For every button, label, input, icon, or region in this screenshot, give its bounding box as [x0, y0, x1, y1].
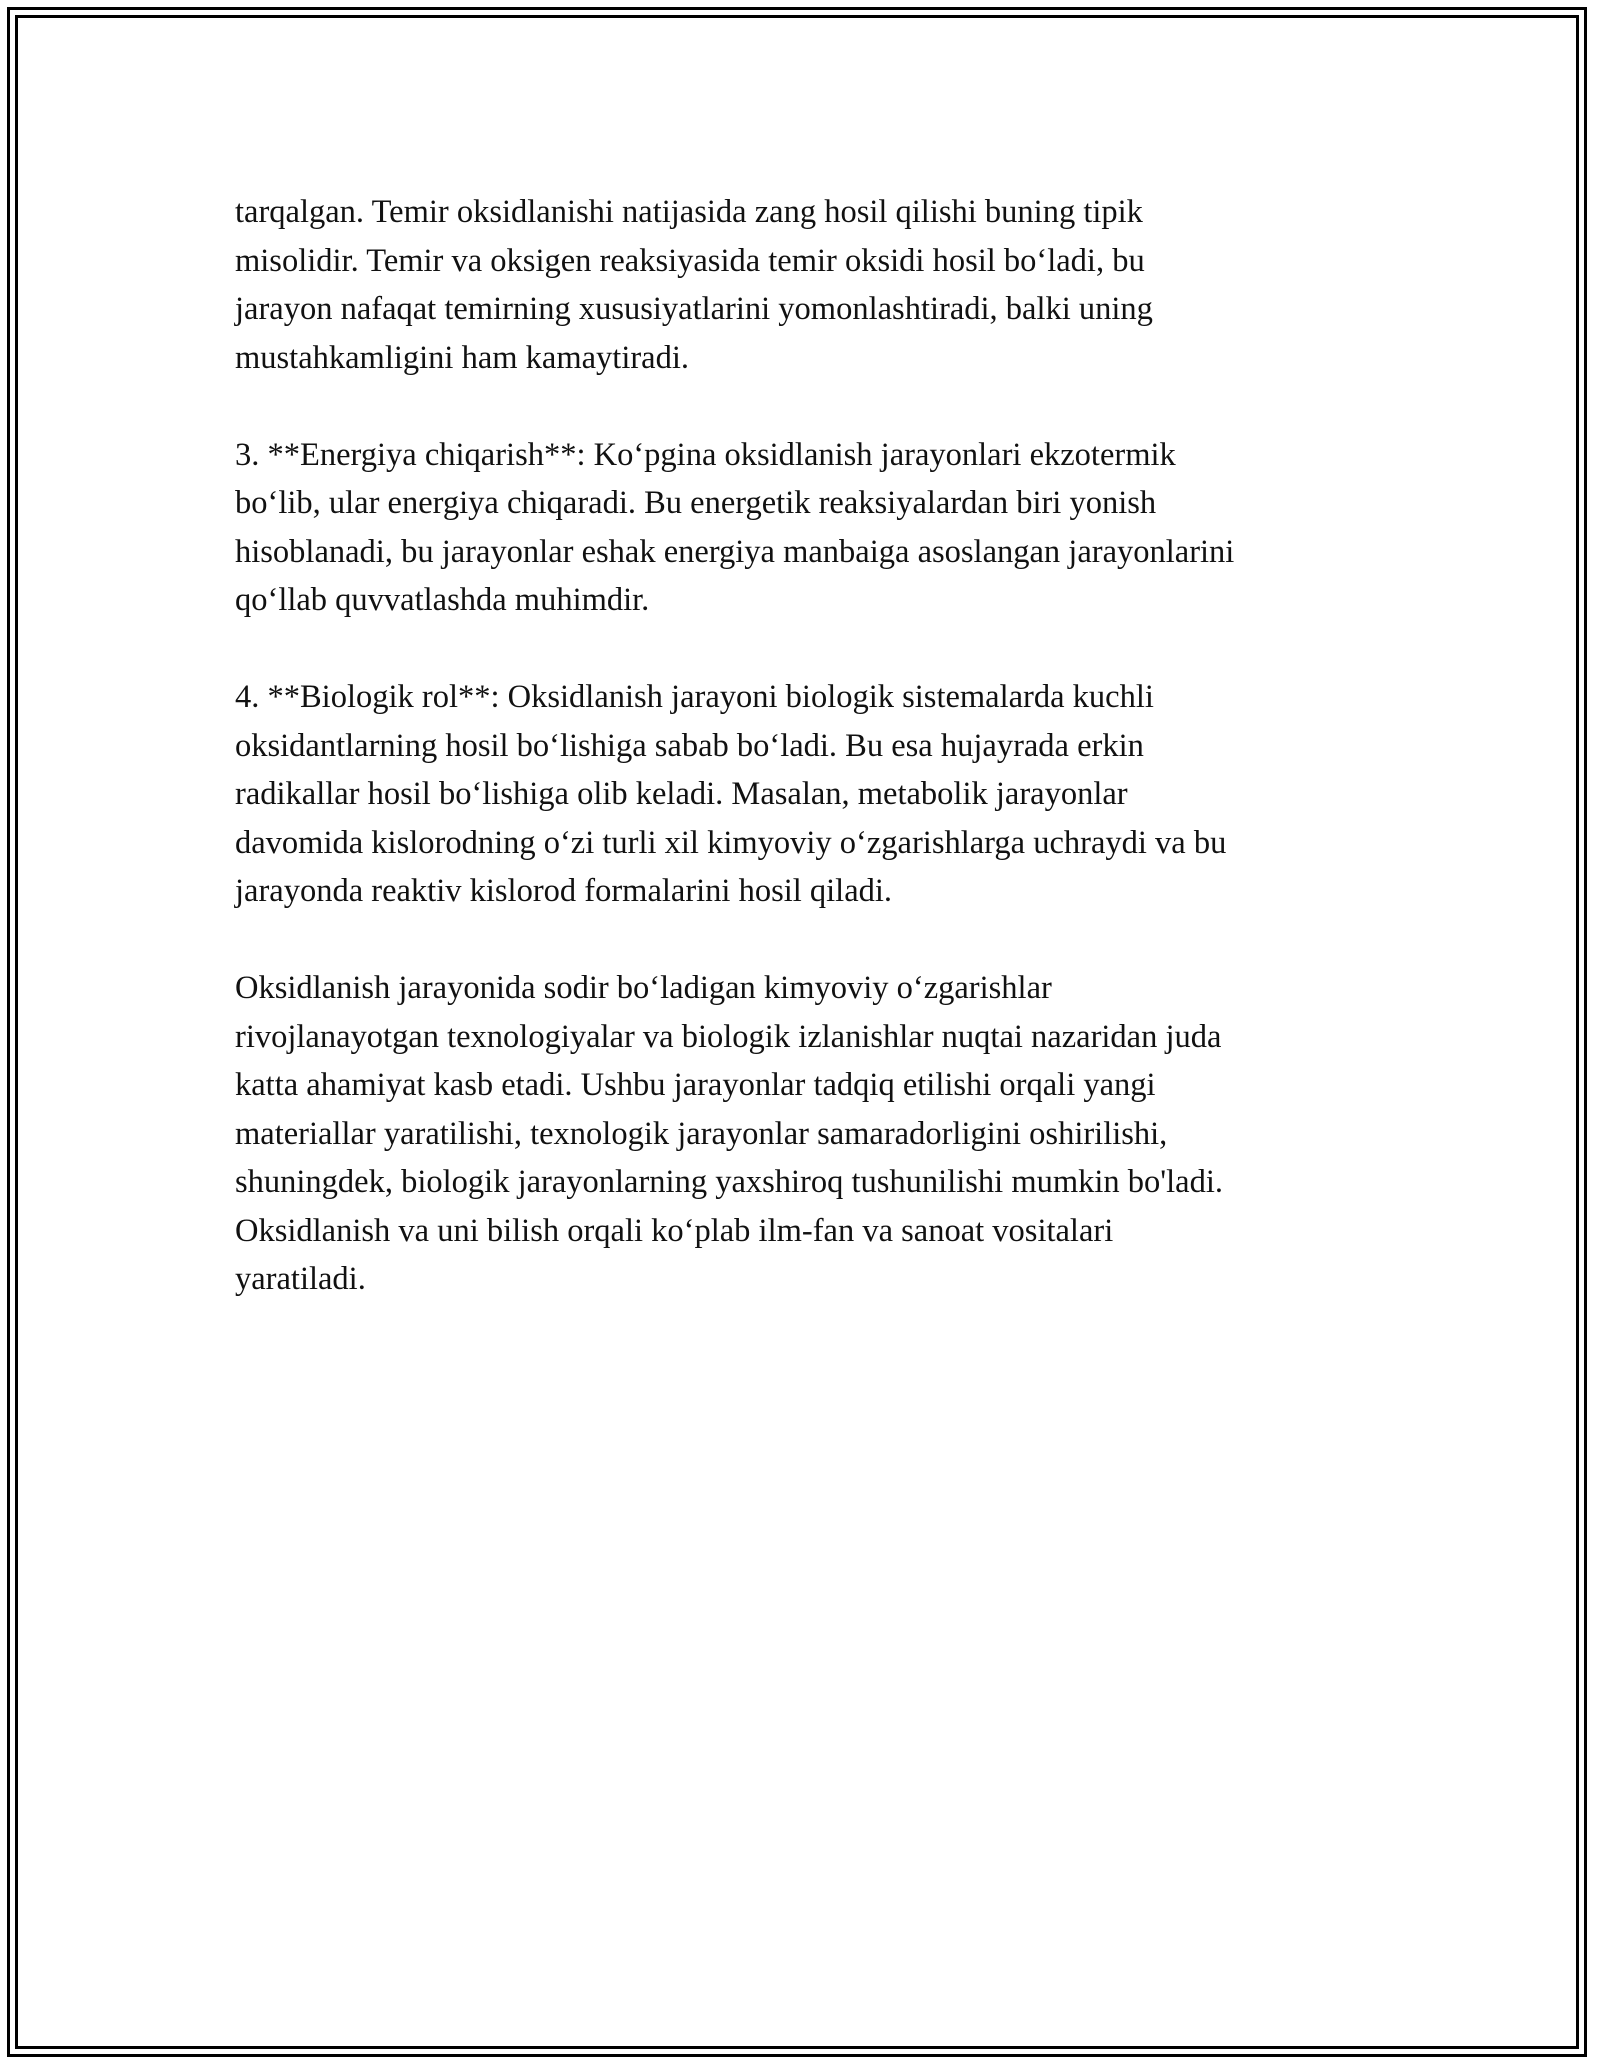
- text-line: davomida kislorodning o‘zi turli xil kimyoviy o‘zgarishlarga uchraydi va bu: [235, 824, 1227, 861]
- text-line: katta ahamiyat kasb etadi. Ushbu jarayonlar tadqiq etilishi orqali yangi: [235, 1067, 1156, 1103]
- text-line: shuningdek, biologik jarayonlarning yaxshiroq tushunilishi mumkin bo'ladi.: [235, 1164, 1223, 1200]
- text-line: Oksidlanish jarayonida sodir bo‘ladigan kimyoviy o‘zgarishlar: [235, 970, 1052, 1006]
- text-line: yaratiladi.: [235, 1261, 366, 1297]
- text-line: 4. **Biologik rol**: Oksidlanish jarayoni biologik sistemalarda kuchli: [235, 679, 1154, 715]
- text-line: jarayonda reaktiv kislorod formalarini hosil qiladi.: [235, 873, 893, 909]
- text-line: jarayon nafaqat temirning xususiyatlarini yomonlashtiradi, balki uning: [235, 291, 1153, 327]
- text-line: qo‘llab quvvatlashda muhimdir.: [235, 582, 650, 618]
- text-line: oksidantlarning hosil bo‘lishiga sabab bo‘ladi. Bu esa hujayrada erkin: [235, 727, 1144, 764]
- paragraph-energy-release: [235, 431, 1395, 625]
- text-line: mustahkamligini ham kamaytiradi.: [235, 339, 690, 376]
- text-line: misolidir. Temir va oksigen reaksiyasida temir oksidi hosil bo‘ladi, bu: [235, 242, 1145, 279]
- text-line: Oksidlanish va uni bilish orqali ko‘plab ilm-fan va sanoat vositalari: [235, 1212, 1114, 1249]
- paragraph-biological-role: [235, 673, 1395, 916]
- document-body: [235, 188, 1395, 1352]
- text-line: materiallar yaratilishi, texnologik jarayonlar samaradorligini oshirilishi,: [235, 1115, 1168, 1152]
- text-line: rivojlanayotgan texnologiyalar va biologik izlanishlar nuqtai nazaridan juda: [235, 1018, 1222, 1055]
- text-line: tarqalgan. Temir oksidlanishi natijasida zang hosil qilishi buning tipik: [235, 194, 1143, 230]
- paragraph-rust-example: [235, 188, 1395, 382]
- text-line: bo‘lib, ular energiya chiqaradi. Bu energetik reaksiyalardan biri yonish: [235, 485, 1157, 521]
- text-line: 3. **Energiya chiqarish**: Ko‘pgina oksidlanish jarayonlari ekzotermik: [235, 436, 1176, 473]
- text-line: hisoblanadi, bu jarayonlar eshak energiya manbaiga asoslangan jarayonlarini: [235, 533, 1235, 570]
- text-line: radikallar hosil bo‘lishiga olib keladi. Masalan, metabolik jarayonlar: [235, 776, 1128, 812]
- paragraph-conclusion: [235, 964, 1395, 1304]
